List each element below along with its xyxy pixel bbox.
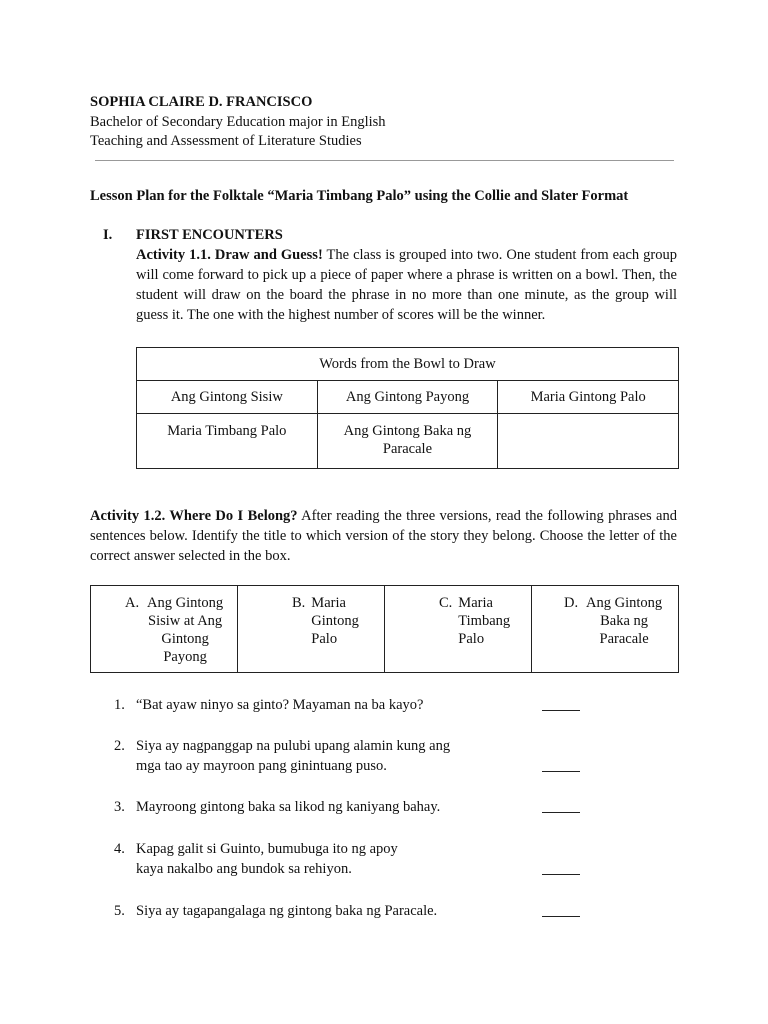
question-text: “Bat ayaw ninyo sa ginto? Mayaman na ba kayo? bbox=[136, 697, 424, 713]
bowl-table-cell bbox=[498, 414, 679, 469]
bowl-table-cell: Ang Gintong Sisiw bbox=[137, 381, 318, 414]
choice-text: Ang Gintong Sisiw at Ang Gintong Payong bbox=[147, 595, 224, 665]
question-text: Siya ay nagpanggap na pulubi upang alamin kung ang mga tao ay mayroon pang ginintuang puso. bbox=[136, 738, 451, 774]
answer-blank bbox=[542, 771, 580, 772]
choice-cell bbox=[91, 586, 238, 673]
activity-1-text: The class is grouped into two. One student from each group will come forward to pick up a piece of paper where a phrase is written on a bowl. Then, the student will draw on the board the phrase in no more than one minute, as the group will guess it. The one with the highest number of scores will be the winner. bbox=[136, 247, 677, 323]
question-number: 5. bbox=[114, 903, 125, 919]
bowl-words-table bbox=[136, 347, 679, 469]
activity-1-label: Activity 1.1. Draw and Guess! bbox=[136, 247, 323, 263]
bowl-table-cell: Maria Gintong Palo bbox=[498, 381, 679, 414]
question-text: Kapag galit si Guinto, bumubuga ito ng apoy kaya nakalbo ang bundok sa rehiyon. bbox=[136, 841, 398, 877]
section-title: FIRST ENCOUNTERS bbox=[136, 227, 283, 243]
choice-letter: A. bbox=[125, 595, 140, 611]
choice-cell bbox=[238, 586, 385, 673]
answer-blank bbox=[542, 874, 580, 875]
question-text: Mayroong gintong baka sa likod ng kaniyang bahay. bbox=[136, 799, 441, 815]
section-number: I. bbox=[103, 227, 113, 243]
choice-letter: C. bbox=[439, 595, 453, 611]
choice-letter: B. bbox=[292, 595, 306, 611]
choice-text: Maria Timbang Palo bbox=[458, 595, 511, 647]
bowl-table-cell: Ang Gintong Baka ng Paracale bbox=[317, 414, 498, 469]
answer-blank bbox=[542, 812, 580, 813]
activity-2-paragraph bbox=[90, 506, 677, 566]
question-number: 4. bbox=[114, 841, 125, 857]
activity-2-text: After reading the three versions, read the following phrases and sentences below. Identify the title to which version of the story they belong. Choose the letter of the correct answer selected in the box. bbox=[90, 508, 677, 564]
question-number: 3. bbox=[114, 799, 125, 815]
question-number: 2. bbox=[114, 738, 125, 754]
choice-text: Ang Gintong Baka ng Paracale bbox=[586, 595, 663, 647]
choices-table bbox=[90, 585, 679, 673]
choice-text: Maria Gintong Palo bbox=[311, 595, 359, 647]
course-line: Teaching and Assessment of Literature Studies bbox=[90, 133, 362, 149]
choice-letter: D. bbox=[564, 595, 579, 611]
question-number: 1. bbox=[114, 697, 125, 713]
lesson-title: Lesson Plan for the Folktale “Maria Timbang Palo” using the Collie and Slater Format bbox=[90, 188, 629, 204]
choice-cell bbox=[532, 586, 679, 673]
degree-line: Bachelor of Secondary Education major in English bbox=[90, 114, 386, 130]
answer-blank bbox=[542, 916, 580, 917]
header-divider bbox=[95, 160, 674, 161]
question-text: Siya ay tagapangalaga ng gintong baka ng Paracale. bbox=[136, 903, 438, 919]
bowl-table-cell: Maria Timbang Palo bbox=[137, 414, 318, 469]
choice-cell bbox=[385, 586, 532, 673]
author-name: SOPHIA CLAIRE D. FRANCISCO bbox=[90, 94, 313, 110]
activity-1-paragraph bbox=[136, 245, 677, 325]
bowl-table-header: Words from the Bowl to Draw bbox=[137, 348, 679, 381]
answer-blank bbox=[542, 710, 580, 711]
bowl-table-cell: Ang Gintong Payong bbox=[317, 381, 498, 414]
activity-2-label: Activity 1.2. Where Do I Belong? bbox=[90, 508, 298, 524]
